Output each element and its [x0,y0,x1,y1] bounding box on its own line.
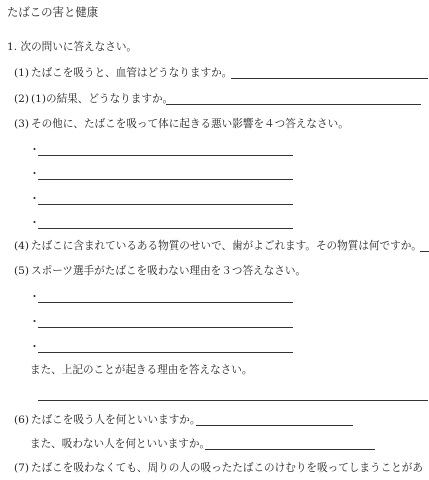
q1-text: たばこを吸うと、血管はどうなりますか。 [31,67,233,79]
q7-number: (7) [14,462,30,474]
q3-bullet-4: ・ [29,216,40,229]
q6-sub-text: また、吸わない人を何といいますか。 [30,438,211,450]
q6-number: (6) [14,414,30,426]
q3-text: その他に、たばこを吸って体に起きる悪い影響を４つ答えなさい。 [31,118,349,130]
q2-number: (2) [14,93,30,105]
q2-answer-line[interactable] [166,104,421,105]
q3-answer-line-3[interactable] [38,204,293,205]
q3-bullet-2: ・ [29,167,40,180]
q6-answer-line[interactable] [196,425,353,426]
q4-text: たばこに含まれているある物質のせいで、歯がよごれます。その物質は何ですか。 [31,240,422,252]
q5-answer-line-3[interactable] [38,352,293,353]
q3-number: (3) [14,118,30,130]
q5-sub-text: また、上記のことが起きる理由を答えなさい。 [30,364,253,376]
q5-sub-answer-line[interactable] [38,400,428,401]
q5-bullet-2: ・ [29,315,40,328]
q5-bullet-3: ・ [29,340,40,353]
q5-answer-line-1[interactable] [38,302,293,303]
q1-answer-line[interactable] [231,78,428,79]
q4-answer-line[interactable] [420,251,429,252]
worksheet-title: たばこの害と健康 [7,5,99,19]
q5-text: スポーツ選手がたばこを吸わない理由を３つ答えなさい。 [31,265,307,277]
q3-answer-line-1[interactable] [38,155,293,156]
q3-bullet-3: ・ [29,192,40,205]
q6-sub-answer-line[interactable] [205,449,375,450]
q7-text: たばこを吸わなくても、周りの人の吸ったたばこのけむりを吸ってしまうことがあ [31,462,423,474]
q3-answer-line-4[interactable] [38,228,293,229]
q5-answer-line-2[interactable] [38,327,293,328]
section-heading: 1. 次の問いに答えなさい。 [7,41,138,53]
q4-number: (4) [14,240,30,252]
q5-bullet-1: ・ [29,290,40,303]
q5-number: (5) [14,265,30,277]
q1-number: (1) [14,67,30,79]
q3-answer-line-2[interactable] [38,179,293,180]
q2-text: (1)の結果、どうなりますか。 [31,93,174,105]
q3-bullet-1: ・ [29,143,40,156]
q6-text: たばこを吸う人を何といいますか。 [31,414,201,426]
